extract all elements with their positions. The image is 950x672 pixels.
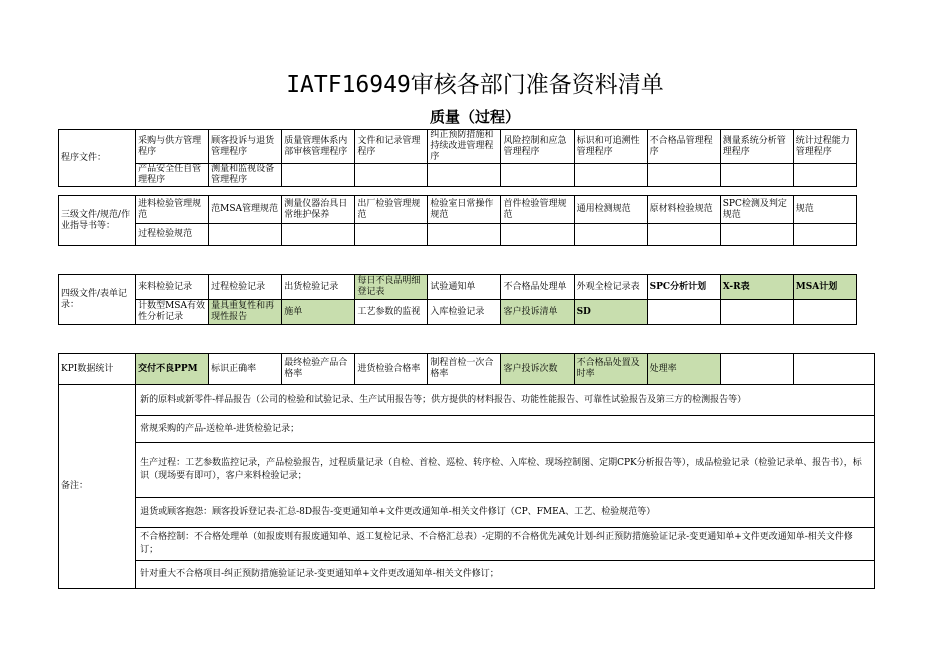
kpi-cell: 标识正确率 xyxy=(209,354,282,385)
note-item: 针对重大不合格项目-纠正预防措施验证记录-变更通知单+文件更改通知单-相关文件修订； xyxy=(136,561,875,589)
level4-cell: 入库检验记录 xyxy=(428,300,501,325)
level4-cell: 试验通知单 xyxy=(428,275,501,300)
level3-label: 三级文件/规范/作业指导书等： xyxy=(59,196,136,246)
procedure-cell: 纠正预防措施和持续改进管理程序 xyxy=(428,130,501,164)
level3-cell: 原材料检验规范 xyxy=(647,196,720,224)
level3-cell: 检验室日常操作规范 xyxy=(428,196,501,224)
level3-cell: SPC检测及判定规范 xyxy=(720,196,793,224)
note-item: 不合格控制：不合格处理单（如报废则有报废通知单、返工复检记录、不合格汇总表）-定期的不合格优先减免计划-纠正预防措施验证记录-变更通知单+文件更改通知单-相关文件修订； xyxy=(136,528,875,561)
level4-cell: 工艺参数的监视 xyxy=(355,300,428,325)
level4-cell: MSA计划 xyxy=(793,275,856,300)
procedure-cell: 统计过程能力管理程序 xyxy=(793,130,856,164)
level4-cell: 不合格品处理单 xyxy=(501,275,574,300)
page-subtitle: 质量（过程） xyxy=(429,108,520,126)
level4-cell: SPC分析计划 xyxy=(647,275,720,300)
level3-cell: 规范 xyxy=(793,196,856,224)
kpi-label: KPI数据统计 xyxy=(59,354,136,385)
level3-table xyxy=(58,195,857,246)
kpi-cell: 交付不良PPM xyxy=(136,354,209,385)
procedure-cell: 顾客投诉与退货管理程序 xyxy=(209,130,282,164)
procedure-cell: 质量管理体系内部审核管理程序 xyxy=(282,130,355,164)
level3-cell: 进料检验管理规范 xyxy=(136,196,209,224)
level4-cell: 出货检验记录 xyxy=(282,275,355,300)
level3-cell: 测量仪器治具日常维护保养 xyxy=(282,196,355,224)
kpi-cell: 进货检验合格率 xyxy=(355,354,428,385)
level3-cell: 通用检测规范 xyxy=(574,196,647,224)
note-item: 新的原料或新零件-样品报告（公司的检验和试验记录、生产试用报告等；供方提供的材料报告、功能性能报告、可靠性试验报告及第三方的检测报告等） xyxy=(136,385,875,416)
level4-cell: 外观全检记录表 xyxy=(574,275,647,300)
level3-cell: 范MSA管理规范 xyxy=(209,196,282,224)
level4-cell: 来料检验记录 xyxy=(136,275,209,300)
level4-label: 四级文件/表单记录： xyxy=(59,275,136,325)
procedure-cell: 产品安全任自管理程序 xyxy=(136,164,209,187)
procedure-cell: 测量系统分析管理程序 xyxy=(720,130,793,164)
level3-cell: 出厂检验管理规范 xyxy=(355,196,428,224)
procedures-label: 程序文件： xyxy=(59,130,136,187)
kpi-cell: 处理率 xyxy=(647,354,720,385)
kpi-notes-table xyxy=(58,353,875,589)
procedure-cell: 标识和可追溯性管理程序 xyxy=(574,130,647,164)
level4-cell: 计数型MSA有效性分析记录 xyxy=(136,300,209,325)
level4-cell: 量具重复性和再现性报告 xyxy=(209,300,282,325)
level4-cell: 客户投诉清单 xyxy=(501,300,574,325)
kpi-cell: 最终检验产品合格率 xyxy=(282,354,355,385)
procedure-cell: 风险控制和应急管理程序 xyxy=(501,130,574,164)
level4-cell: 每日不良品明细登记表 xyxy=(355,275,428,300)
page-title: IATF16949审核各部门准备资料清单 xyxy=(286,72,664,98)
kpi-cell: 客户投诉次数 xyxy=(501,354,574,385)
level4-table xyxy=(58,274,857,325)
procedure-cell: 文件和记录管理程序 xyxy=(355,130,428,164)
level3-cell: 过程检验规范 xyxy=(136,224,209,246)
kpi-cell: 制程首检一次合格率 xyxy=(428,354,501,385)
level4-cell: 施单 xyxy=(282,300,355,325)
note-item: 退货或顾客抱怨：顾客投诉登记表-汇总-8D报告-变更通知单+文件更改通知单-相关文件修订（CP、FMEA、工艺、检验规范等） xyxy=(136,498,875,528)
procedure-cell: 不合格品管理程序 xyxy=(647,130,720,164)
procedure-cell: 采购与供方管理程序 xyxy=(136,130,209,164)
procedure-cell: 测量和监视设备管理程序 xyxy=(209,164,282,187)
level3-cell: 首件检验管理规范 xyxy=(501,196,574,224)
note-item: 常规采购的产品-送检单-进货检验记录； xyxy=(136,416,875,443)
level4-cell: X-R表 xyxy=(720,275,793,300)
procedures-table xyxy=(58,129,857,187)
kpi-cell: 不合格品处置及时率 xyxy=(574,354,647,385)
notes-label: 备注： xyxy=(59,385,136,589)
level4-cell: SD xyxy=(574,300,647,325)
level4-cell: 过程检验记录 xyxy=(209,275,282,300)
note-item: 生产过程：工艺参数监控记录，产品检验报告，过程质量记录（自检、首检、巡检、转序检、入库检、现场控制图、定期CPK分析报告等），成品检验记录（检验记录单、报告书），标识（现场要有即可），客户来料检验记录； xyxy=(136,443,875,498)
